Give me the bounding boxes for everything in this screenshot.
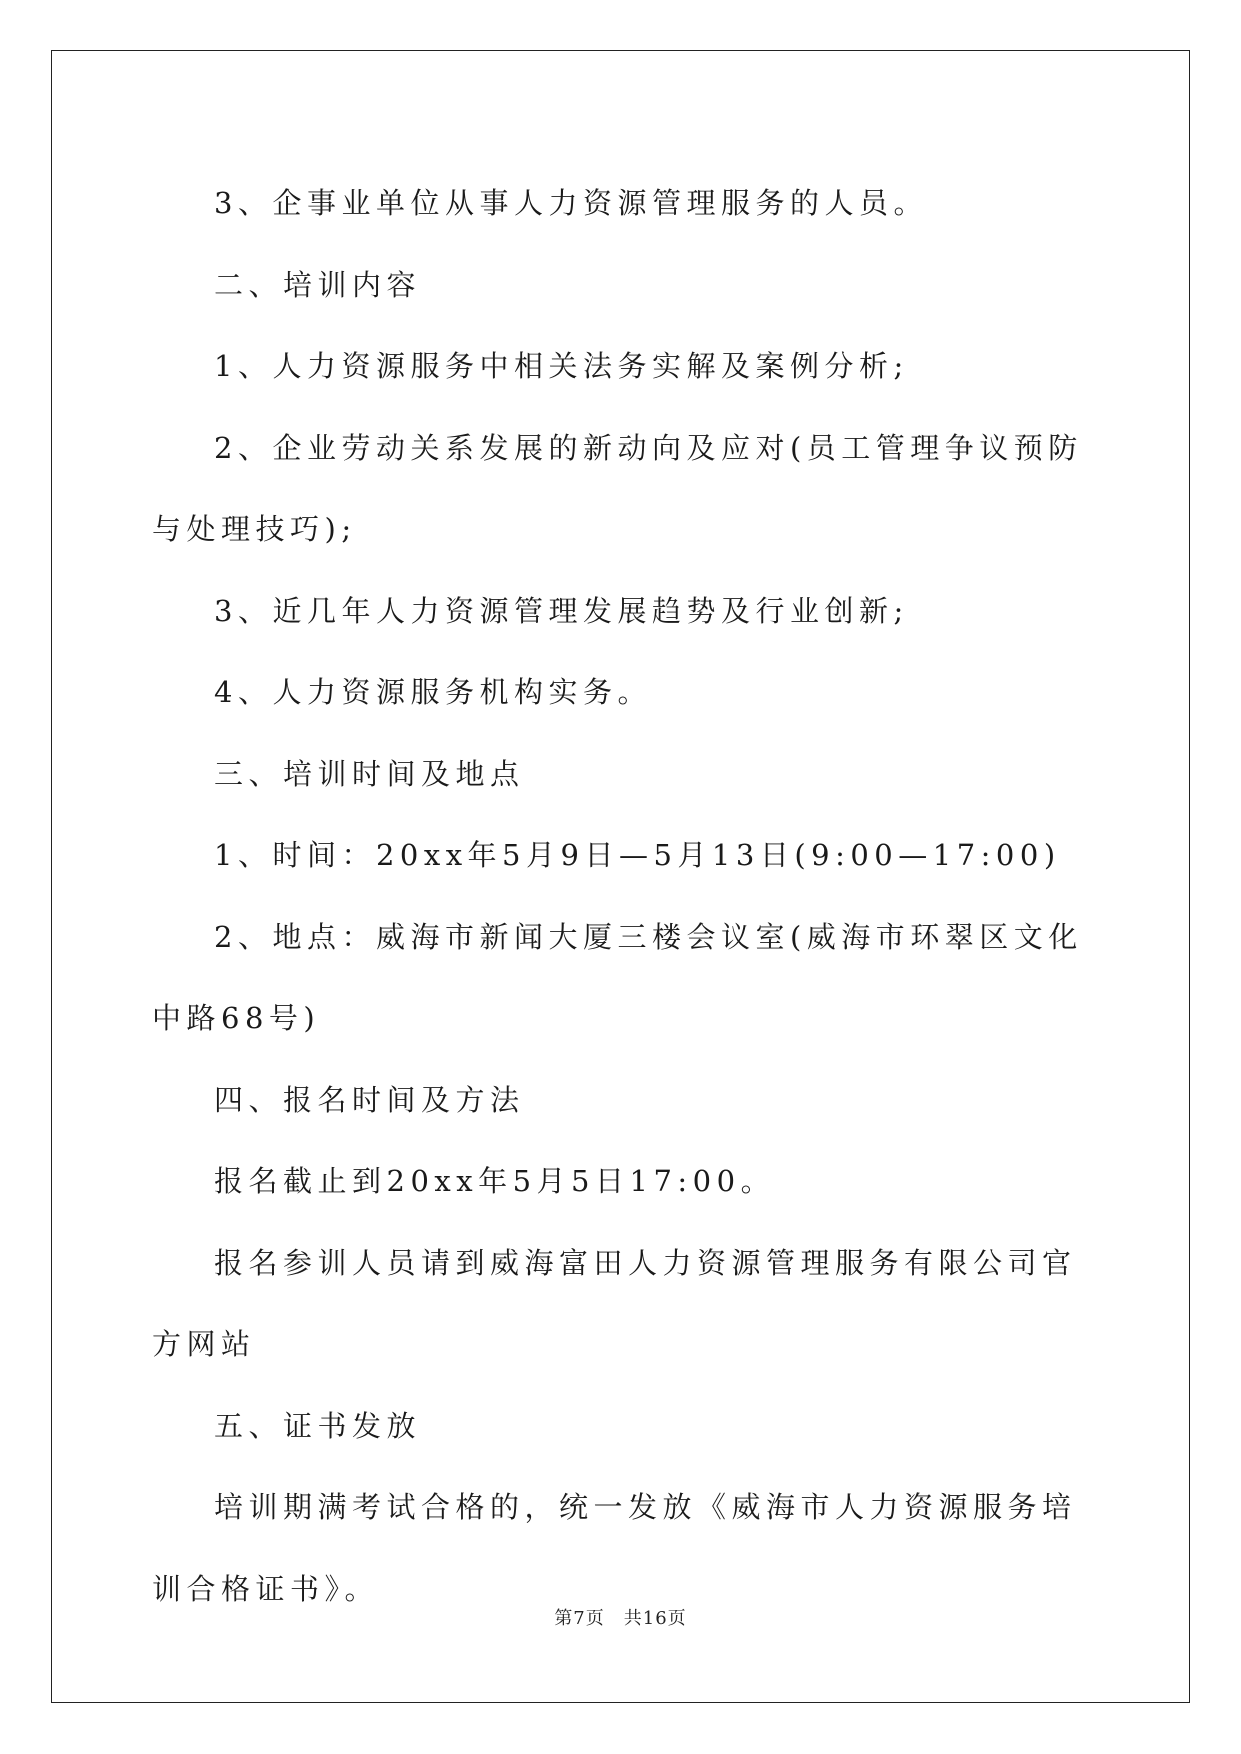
paragraph-content-item-1: 1、人力资源服务中相关法务实解及案例分析;: [214, 349, 909, 383]
paragraph-registration-method: 报名参训人员请到威海富田人力资源管理服务有限公司官方网站: [152, 1245, 1077, 1361]
paragraph-content-item-4: 4、人力资源服务机构实务。: [214, 675, 652, 709]
document-body: [152, 163, 1092, 1630]
paragraph-eligible-personnel: 3、企事业单位从事人力资源管理服务的人员。: [214, 186, 928, 220]
paragraph-location: 2、地点：威海市新闻大厦三楼会议室(威海市环翠区文化中路68号): [152, 919, 1083, 1035]
paragraph-registration-deadline: 报名截止到20xx年5月5日17:00。: [214, 1164, 776, 1198]
heading-time-and-location: 三、培训时间及地点: [214, 756, 525, 791]
paragraph-time: 1、时间：20xx年5月9日—5月13日(9:00—17:00): [214, 838, 1061, 872]
paragraph-certificate: 培训期满考试合格的，统一发放《威海市人力资源服务培训合格证书》。: [152, 1490, 1077, 1606]
paragraph-content-item-3: 3、近几年人力资源管理发展趋势及行业创新;: [214, 593, 909, 628]
page-number: 第7页 共16页: [554, 1608, 687, 1629]
paragraph-content-item-2: 2、企业劳动关系发展的新动向及应对(员工管理争议预防与处理技巧);: [152, 430, 1083, 546]
heading-training-content: 二、培训内容: [214, 267, 422, 302]
heading-registration: 四、报名时间及方法: [214, 1082, 525, 1117]
heading-certificate: 五、证书发放: [214, 1408, 422, 1443]
